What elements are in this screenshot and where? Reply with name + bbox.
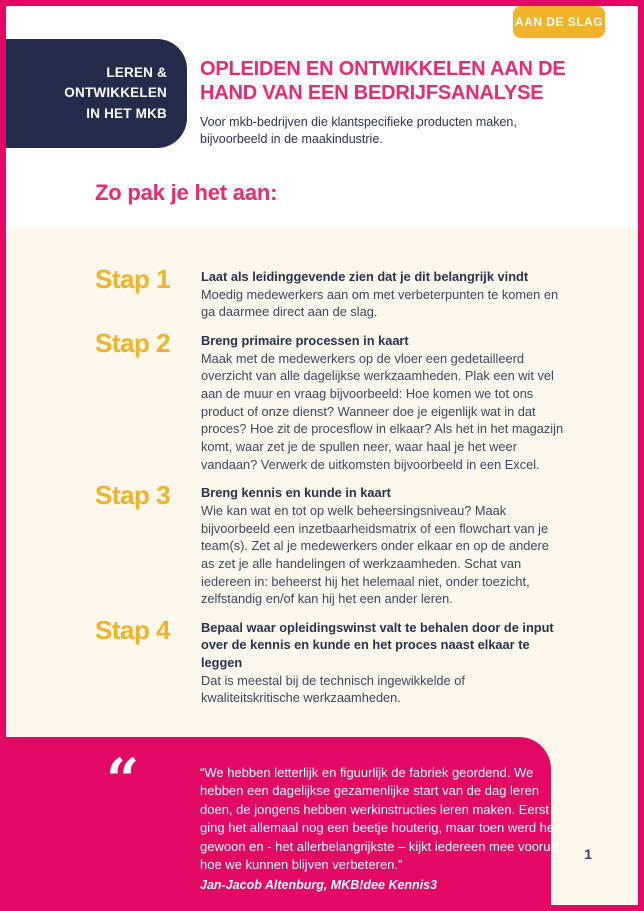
quote-body [200,764,558,894]
step-row-2 [95,327,638,473]
step-label: Stap 1 [95,264,171,294]
page-title-line: OPLEIDEN EN ONTWIKKELEN AAN DE [200,58,566,80]
quote-attribution: Jan-Jacob Altenburg, MKB!dee Kennis3 [200,877,438,892]
step-title: Bepaal waar opleidingswinst valt te behalen door de input over de kennis en kunde en het proces naast elkaar te leggen [201,619,554,671]
step-title: Laat als leidinggevende zien dat je dit belangrijk vindt [201,269,529,284]
step-body: Dat is meestal bij de technisch ingewikkelde of kwaliteitskritische werkzaamheden. [201,672,465,706]
page-title [200,58,610,105]
step-content [201,482,565,608]
step-body: Wie kan wat en tot op welk beheersingsniveau? Maak bijvoorbeeld een inzetbaarheidsmatrix of een flowchart van je team(s). Zet al je medewerkers onder elkaar en op de andere as zet je alle handelingen of werkzaamheden. Schat van iedereen in: beheerst hij het helemaal niet, onder toezicht, zelfstandig en/of kan hij het een ander leren. [201,502,549,607]
quote-icon: “ [106,746,140,814]
step-title: Breng primaire processen in kaart [201,332,409,348]
step-label: Stap 2 [95,327,171,358]
step-title: Breng kennis en kunde in kaart [201,485,391,501]
step-body: Moedig medewerkers aan om met verbeterpunten te komen en ga daarmee direct aan de slag. [201,286,559,320]
badge-label: AAN DE SLAG [514,15,604,29]
step-body: Maak met de medewerkers op de vloer een gedetailleerd overzicht van alle dagelijkse werkzaamheden. Plak een wit vel aan de muur en vraag bijvoorbeeld: Hoe komen we tot ons product of onze dienst? Wanneer doe je eigenlijk wat in dat proces? Hoe zit de procesflow in elkaar? Als het in het magazijn komt, waar zet je de spullen neer, waar haal je het weer vandaan? Verwerk de uitkomsten bijvoorbeeld in een Excel. [201,350,564,472]
brand-line: ONTWIKKELEN [64,85,167,101]
step-row-4 [95,614,638,707]
section-heading: Zo pak je het aan: [95,180,278,205]
quote-panel [6,737,558,905]
step-content [201,617,565,707]
step-label: Stap 3 [95,480,171,511]
page-number: 1 [584,846,592,862]
brand-line: LEREN & [106,65,167,81]
step-content [201,266,565,321]
header [200,58,610,147]
step-row-3 [95,482,638,608]
brand-box [6,39,187,148]
page-title-line: HAND VAN EEN BEDRIJFSANALYSE [200,81,544,104]
brand-line: IN HET MKB [86,105,167,121]
step-label: Stap 4 [95,614,171,645]
step-content [201,330,565,473]
page-subtitle: Voor mkb-bedrijven die klantspecifieke producten maken, bijvoorbeeld in de maakindustrie. [200,115,517,146]
status-badge [513,6,605,38]
step-row-1 [95,266,638,321]
brand-text [64,63,167,124]
quote-text: “We hebben letterlijk en figuurlijk de fabriek geordend. We hebben een dagelijkse gezamenlijke start van de dag leren doen, de jongens hebben werkinstructies leren maken. Eerst ging het allemaal nog een beetje houterig, maar toen werd het gewoon en - het allerbelangrijkste – kijkt iedereen mee vooruit hoe we kunnen blijven verbeteren.” [200,765,558,873]
